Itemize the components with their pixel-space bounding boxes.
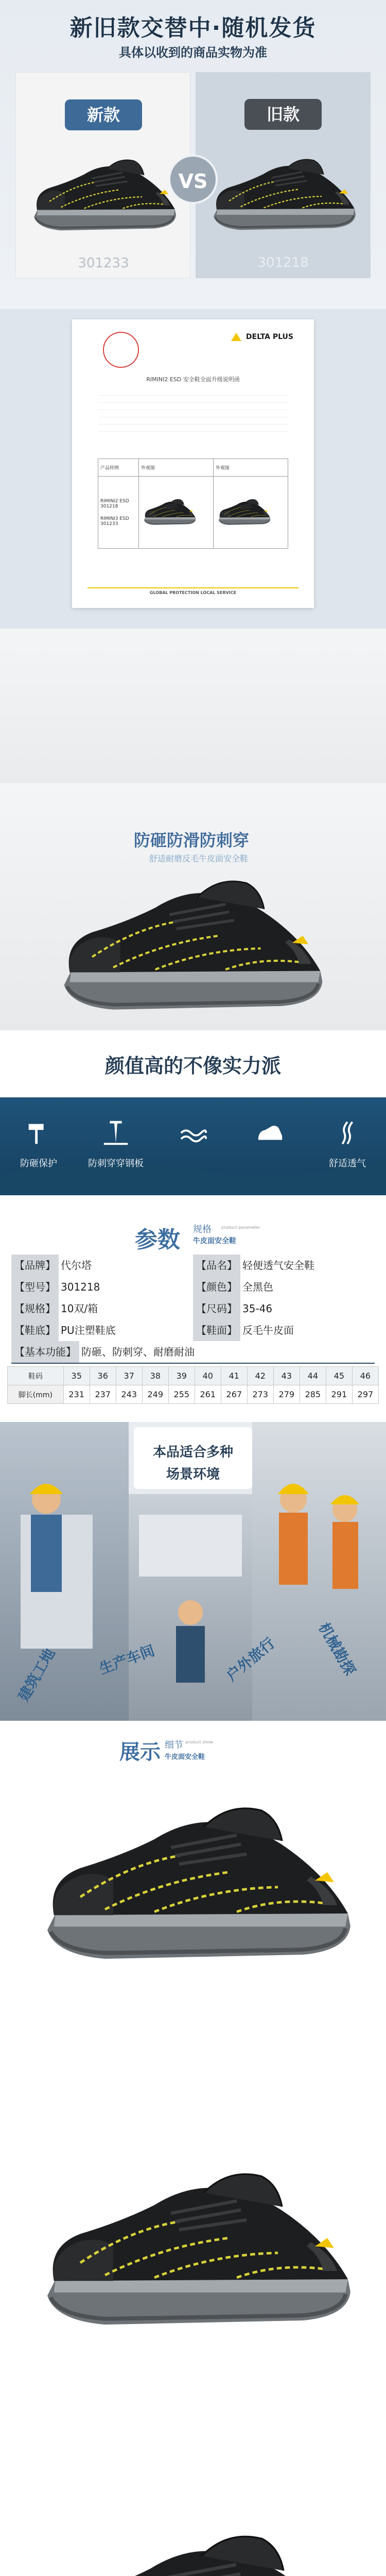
icon-impact-label: 防砸保护: [20, 1158, 57, 1169]
param-key: 【鞋底】: [11, 1319, 59, 1341]
length-cell: 243: [116, 1385, 142, 1404]
scene-photo-outdoor: [252, 1422, 386, 1721]
length-cell: 231: [63, 1385, 90, 1404]
params-divider: [11, 1363, 375, 1364]
cert-code-old: 301218: [100, 503, 118, 509]
feature-shoe-image: [10, 866, 371, 1020]
old-model-panel: [196, 72, 371, 278]
length-cell: 291: [326, 1385, 352, 1404]
length-cell: 237: [90, 1385, 116, 1404]
size-cell: 36: [90, 1367, 116, 1385]
param-key: 【颜色】: [193, 1276, 240, 1298]
cert-model-new: RIMINI3 ESD: [100, 516, 129, 521]
slogan-section: [0, 1030, 386, 1082]
hero-subtitle: 具体以收到的商品实物为准: [119, 45, 267, 60]
hero-section: [0, 0, 386, 309]
cert-table-header: 产品样例: [98, 459, 139, 477]
shoe-icon: [255, 1118, 285, 1148]
showcase-title: 展示: [119, 1740, 161, 1764]
scenes-title-line1: 本品适合多种: [152, 1445, 233, 1460]
scenes-title-box: [134, 1427, 252, 1489]
cert-table-header: 外观图: [213, 459, 288, 477]
params-subtitle: 牛皮面安全鞋: [193, 1237, 236, 1245]
size-cell: 42: [247, 1367, 273, 1385]
param-value: 301218: [61, 1281, 100, 1293]
hammer-icon: [24, 1118, 54, 1148]
feature-icons-band: [0, 1097, 386, 1195]
param-upper: [193, 1319, 294, 1341]
size-table: [7, 1366, 379, 1404]
param-key: 【型号】: [11, 1276, 59, 1298]
params-tag: 规格: [193, 1224, 212, 1235]
size-row-label: 鞋码: [8, 1367, 64, 1385]
feature-title: 防砸防滑防刺穿: [134, 831, 250, 850]
new-shoe-image: [26, 150, 181, 238]
param-value: PU注塑鞋底: [61, 1324, 116, 1336]
cert-code-new: 301233: [100, 521, 118, 527]
param-name: [193, 1255, 314, 1276]
icon-impact: [0, 1118, 77, 1170]
certificate-footer: [87, 587, 299, 596]
nail-icon: [101, 1118, 131, 1148]
cert-shoe-new: [213, 477, 288, 549]
scene-label-exploration: 机械勘探: [315, 1619, 359, 1679]
param-value: 全黑色: [242, 1281, 273, 1293]
scene-photo-workshop: [129, 1494, 252, 1721]
param-key: 【鞋面】: [193, 1319, 240, 1341]
company-stamp: [103, 332, 139, 368]
showcase-tag: 细节: [165, 1740, 183, 1751]
certificate-document: [72, 319, 314, 608]
scene-label-construction: 建筑工地: [15, 1645, 59, 1704]
showcase-tag-en: product show: [185, 1740, 213, 1744]
params-title: 参数: [135, 1227, 180, 1253]
cert-model-old: RIMINI2 ESD: [100, 498, 129, 504]
wave-icon: [178, 1118, 208, 1148]
cert-table-header: 外观图: [138, 459, 213, 477]
scene-label-outdoor: 户外旅行: [223, 1634, 278, 1685]
param-key: 【品名】: [193, 1255, 240, 1276]
param-color: [193, 1276, 273, 1298]
length-cell: 273: [247, 1385, 273, 1404]
length-cell: 267: [221, 1385, 247, 1404]
icon-breathable-label: 舒适透气: [329, 1158, 366, 1169]
vs-badge: VS: [168, 155, 218, 204]
length-cell: 297: [352, 1385, 378, 1404]
breath-icon: [332, 1118, 362, 1148]
size-cell: 44: [300, 1367, 326, 1385]
param-spec: [11, 1298, 98, 1319]
brand-logo-text: DELTA PLUS: [245, 333, 293, 341]
size-cell: 45: [326, 1367, 352, 1385]
size-cell: 35: [63, 1367, 90, 1385]
param-model: [11, 1276, 100, 1298]
length-row-label: 脚长(mm): [8, 1385, 64, 1404]
cert-footer-text: GLOBAL PROTECTION LOCAL SERVICE: [149, 590, 237, 595]
feature-subtitle: 舒适耐磨反毛牛皮面安全鞋: [149, 854, 249, 863]
old-model-tag: 旧款: [244, 99, 322, 130]
param-functions: [11, 1341, 195, 1363]
feature-top-bg: [0, 629, 386, 783]
param-key: 【品牌】: [11, 1255, 59, 1276]
size-cell: 41: [221, 1367, 247, 1385]
param-brand: [11, 1255, 92, 1276]
new-model-panel: [15, 72, 190, 278]
new-model-tag: 新款: [65, 99, 142, 130]
old-shoe-image: [206, 149, 360, 237]
length-cell: 249: [142, 1385, 168, 1404]
length-cell: 285: [300, 1385, 326, 1404]
param-row: [11, 1255, 375, 1276]
param-sole: [11, 1319, 116, 1341]
certificate-heading: RIMINI2 ESD 安全鞋全面升级说明函: [146, 376, 240, 383]
certificate-section: [0, 309, 386, 783]
size-cell: 37: [116, 1367, 142, 1385]
icon-puncture: [77, 1118, 154, 1170]
length-row: [8, 1385, 379, 1404]
length-cell: 261: [195, 1385, 221, 1404]
length-cell: 255: [168, 1385, 195, 1404]
scenes-section: [0, 1422, 386, 1721]
size-cell: 43: [273, 1367, 300, 1385]
new-model-code: 301233: [78, 256, 129, 271]
param-row: [11, 1276, 375, 1298]
feature-section: [0, 783, 386, 1030]
showcase-subtitle: 牛皮面安全鞋: [165, 1753, 205, 1761]
param-value: 代尔塔: [61, 1259, 92, 1272]
size-cell: 40: [195, 1367, 221, 1385]
showcase-header: [0, 1728, 386, 1770]
scene-label-workshop: 生产车间: [97, 1641, 157, 1678]
hero-title: 新旧款交替中·随机发货: [69, 15, 317, 41]
size-cell: 46: [352, 1367, 378, 1385]
length-cell: 279: [273, 1385, 300, 1404]
size-row: [8, 1367, 379, 1385]
old-model-code: 301218: [257, 255, 309, 270]
icon-breathable: [309, 1118, 386, 1170]
icon-puncture-label: 防刺穿穿钢板: [88, 1158, 144, 1169]
param-value: 10双/箱: [61, 1302, 98, 1315]
scenes-title-line2: 场景环境: [166, 1467, 220, 1482]
param-value: 防砸、防刺穿、耐磨耐油: [81, 1346, 195, 1358]
showcase-shoe-1: [31, 1788, 360, 1973]
param-size: [193, 1298, 272, 1319]
param-row: [11, 1341, 375, 1363]
param-key: 【基本功能】: [11, 1341, 79, 1363]
certificate-body: [98, 392, 288, 435]
params-header: [0, 1211, 386, 1252]
params-grid: [11, 1255, 375, 1363]
certificate-table: [98, 459, 288, 549]
param-key: 【尺码】: [193, 1298, 240, 1319]
param-value: 轻便透气安全鞋: [242, 1259, 314, 1272]
param-value: 反毛牛皮面: [242, 1324, 294, 1336]
params-tag-en: product parameter: [221, 1225, 260, 1230]
param-row: [11, 1319, 375, 1341]
brand-logo: [231, 333, 293, 341]
icon-sole: [232, 1118, 309, 1156]
showcase-shoe-3: [21, 2514, 365, 2576]
cert-shoe-old: [138, 477, 213, 549]
param-key: 【规格】: [11, 1298, 59, 1319]
param-row: [11, 1298, 375, 1319]
size-cell: 39: [168, 1367, 195, 1385]
icon-slip: [154, 1118, 232, 1156]
cert-table-cell: [98, 477, 139, 549]
size-cell: 38: [142, 1367, 168, 1385]
delta-triangle-icon: [231, 333, 241, 341]
param-value: 35-46: [242, 1302, 273, 1315]
showcase-shoe-2: [31, 2154, 360, 2339]
slogan-text: 颜值高的不像实力派: [104, 1055, 281, 1077]
